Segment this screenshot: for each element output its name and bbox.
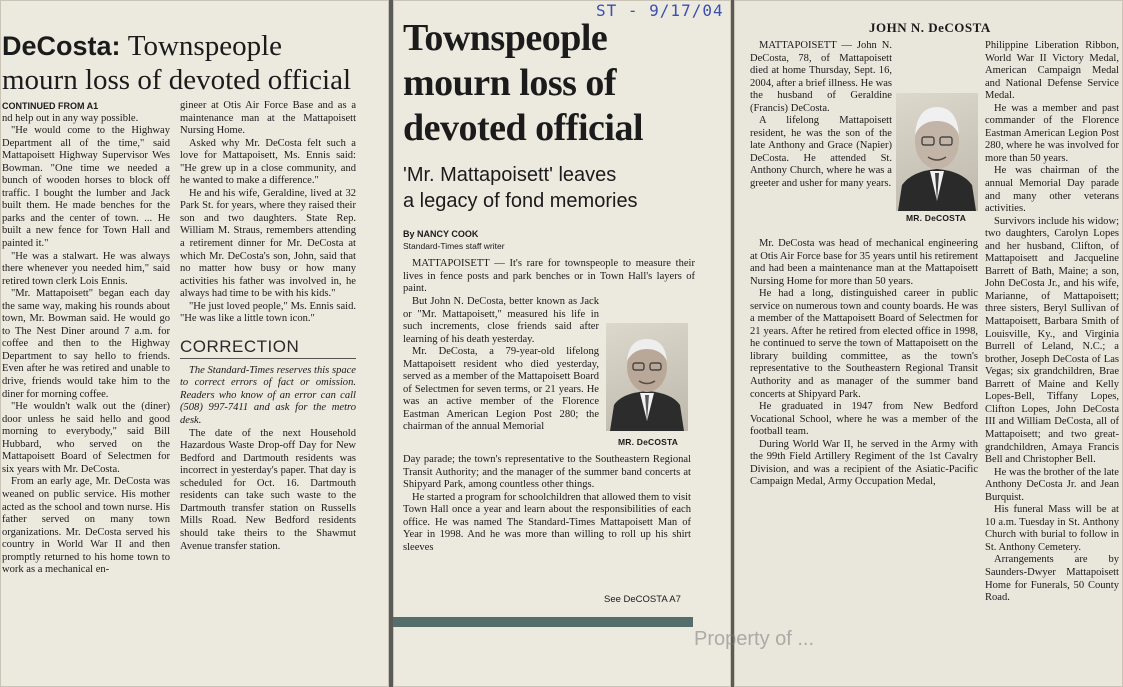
byline-role: Standard-Times staff writer: [403, 241, 505, 251]
paragraph: From an early age, Mr. DeCosta was weaned on public service. His mother acted as the school and town nurse. His father served on many town organizations. Mr. DeCosta served his country in World War II and then promptly returned to his home town to work as a mechanical en-: [2, 476, 170, 576]
paragraph: He was the brother of the late Anthony DeCosta Jr. and Jean Burquist.: [985, 466, 1119, 503]
left-headline-line2: mourn loss of devoted official: [2, 64, 352, 96]
headline-line: Townspeople: [403, 17, 608, 59]
right-clipping: [734, 0, 1123, 687]
paragraph: His funeral Mass will be at 10 a.m. Tuesday in St. Anthony Church with burial to follow in St. Anthony Cemetery.: [985, 504, 1119, 553]
paragraph: He started a program for schoolchildren that allowed them to visit Town Hall once a year and learn about the responsibilities of each office. He was named The Standard-Times Mattapoisett Man of Year in 1998. And he was more than willing to roll up his shirt sleeves: [403, 491, 691, 553]
left-headline: [2, 30, 282, 62]
correction-body: The date of the next Household Hazardous Waste Drop-off Day for New Bedford and Dartmouth residents was incorrect in yesterday's paper. That day is scheduled for Oct. 16. Dartmouth residents can take such waste to the Dartmouth transfer station on Russells Mills Road. New Bedford residents should take theirs to the Shawmut Avenue transfer station.: [180, 427, 356, 552]
paragraph: "He would come to the Highway Department all of the time," said Mattapoisett Highway Supervisor Wes Bowman. "One time we needed a bunch of wooden horses to block off traffic. I bought the lumber and Jack built them. He made benches for the parks and the center of town. ... He built a new fence for Town Hall and painted it.": [2, 125, 170, 250]
headline-line: devoted official: [403, 107, 644, 149]
watermark: Property of ...: [694, 628, 815, 650]
paragraph: A lifelong Mattapoisett resident, he was the son of the late Anthony and Grace (Napier) DeCosta. He attended St. Anthony Church, where he was a greeter and usher for many years.: [750, 115, 892, 190]
handwritten-date: ST - 9/17/04: [596, 1, 724, 20]
paragraph: He graduated in 1947 from New Bedford Vocational School, where he was a member of the football team.: [750, 401, 978, 438]
paragraph: He was chairman of the annual Memorial Day parade and many other veterans activities.: [985, 165, 1119, 215]
paragraph: Arrangements are by Saunders-Dwyer Mattapoisett Home for Funerals, 50 County Road.: [985, 554, 1119, 604]
portrait-photo: [606, 323, 688, 431]
middle-clipping: [393, 0, 731, 687]
obituary-portrait-figure: [896, 93, 978, 211]
obituary-column-1-top: [750, 40, 892, 191]
headline-line: mourn loss of: [403, 62, 617, 104]
paragraph: Survivors include his widow; two daughters, Carolyn Lopes and her husband, Clifton, of Mattapoisett and Jacqueline Barrett of Bath, Maine; a son, John DeCosta Jr., and his wife, Marianne, of Mattapoisett; three sisters, Beryl Sullivan of Mattapoisett, Barbara Smith of Louisville, Ky., and Virginia Burrell of Leland, N.C.; a brother, Joseph DeCosta of Las Vegas; six grandchildren, Brae Barrett of Maine and Kelly Lopes-Bell, Tiffany Lopes, Clifton Lopes, John DeCosta III and William DeCosta, all of Mattapoisett; and two great-grandchildren, Amaya Francis Bell and Christopher Bell.: [985, 215, 1119, 466]
paragraph: But John N. DeCosta, better known as Jack or "Mr. Mattapoisett," measured his life in such increments, close friends said after learning of his death yesterday.: [403, 296, 599, 345]
byline: By NANCY COOK: [403, 229, 479, 239]
paragraph: "He just loved people," Ms. Ennis said. "He was like a little town icon.": [180, 300, 356, 325]
paragraph: MATTAPOISETT — It's rare for townspeople to measure their lives in fence posts and park benches or in Town Hall's layers of paint.: [403, 258, 695, 295]
paragraph: Mr. DeCosta was head of mechanical engineering at Otis Air Force base for 35 years until his retirement and had been a maintenance man at the Mattapoisett Nursing Home for more than 50 years.: [750, 238, 978, 287]
portrait-figure: [606, 323, 688, 431]
full-text: [403, 454, 691, 554]
paragraph: "He wouldn't walk out the (diner) door unless he said hello and good morning to everybody," said Bill Hubbard, who served on the Mattapoisett Board of Selectmen for six years with Mr. DeCosta.: [2, 401, 170, 475]
correction-title: CORRECTION: [180, 336, 356, 359]
paragraph: Philippine Liberation Ribbon, World War II Victory Medal, American Campaign Medal and National Defense Service Medal.: [985, 40, 1119, 102]
left-column-2: [180, 100, 356, 553]
obituary-column-1-rest: [750, 238, 978, 489]
paragraph: He had a long, distinguished career in public service on numerous town and county boards. He was a member of the Mattapoisett Board of Selectmen for 21 years. After he retired from elected office in 1998, he continued to serve the town of Mattapoisett on the library building committee, as the town's representative to the Southeastern Regional Transit Authority and as manager of the summer band concerts at Shipyard Park.: [750, 288, 978, 400]
photo-caption: MR. DeCOSTA: [618, 437, 679, 447]
paragraph: "Mr. Mattapoisett" began each day the same way, making his rounds about town, Mr. Bowman said. He would go to The Nest Diner around 7 a.m. for coffee and then to the Highway Department to say hello to friends. Even after he was retired and unable to drive, friends would take him to the diner for morning coffee.: [2, 288, 170, 400]
paragraph: nd help out in any way possible.: [2, 112, 139, 124]
paragraph: He and his wife, Geraldine, lived at 32 Park St. for years, where they raised their son and two daughters. State Rep. William M. Straus, remembers attending a retirement dinner for Mr. DeCosta at which Mr. DeCosta's son, John, said that no matter how busy or how many activities his father was involved in, he always had time to be with his kids.": [180, 187, 356, 300]
paragraph: MATTAPOISETT — John N. DeCosta, 78, of Mattapoisett died at home Thursday, Sept. 16, 2004, after a brief illness. He was the husband of Geraldine (Francis) DeCosta.: [750, 40, 892, 114]
subheadline-line: a legacy of fond memories: [403, 190, 638, 212]
left-headline-bold: DeCosta:: [2, 31, 121, 61]
subheadline-line: 'Mr. Mattapoisett' leaves: [403, 164, 617, 186]
paragraph: Asked why Mr. DeCosta felt such a love for Mattapoisett, Ms. Ennis said: "He grew up in a close community, and he wanted to make a difference.": [180, 137, 356, 187]
correction-notice: The Standard-Times reserves this space to correct errors of fact or omission. Readers who know of an error can call (508) 997-7411 and ask for the metro desk.: [180, 364, 356, 427]
obituary-photo: [896, 93, 978, 211]
continued-label: CONTINUED FROM A1: [2, 101, 99, 111]
subheadline: [403, 162, 638, 214]
paragraph: Day parade; the town's representative to the Southeastern Regional Transit Authority; and the manager of the summer band concerts at Shipyard Park, among countless other things.: [403, 454, 691, 491]
lead-paragraph: [403, 258, 695, 296]
paragraph: During World War II, he served in the Army with the 99th Field Artillery Regiment of the 1st Cavalry Division, and was a recipient of the Asiatic-Pacific Campaign Medal, Army Occupation Medal,: [750, 438, 978, 488]
left-column-1: [2, 100, 170, 577]
paragraph: Mr. DeCosta, a 79-year-old lifelong Mattapoisett resident who died yesterday, served as a member of the Mattapoisett Board of Selectmen for seven terms, or 21 years. He was an active member of the Florence Eastman American Legion Post 280; the chairman of the annual Memorial: [403, 346, 599, 433]
jump-line: See DeCOSTA A7: [604, 594, 681, 605]
obituary-header: JOHN N. DeCOSTA: [869, 20, 991, 35]
obituary-photo-caption: MR. DeCOSTA: [906, 213, 967, 223]
paragraph: gineer at Otis Air Force Base and as a maintenance man at the Mattapoisett Nursing Home.: [180, 100, 356, 137]
paragraph: He was a member and past commander of the Florence Eastman American Legion Post 280, where he was involved for more than 50 years.: [985, 102, 1119, 164]
paragraph: "He was a stalwart. He was always there whenever you needed him," said retired town clerk Lois Ennis.: [2, 250, 170, 287]
obituary-column-2: [985, 40, 1119, 605]
wrap-text: [403, 296, 599, 434]
headline: [403, 16, 643, 151]
divider-bar: [393, 617, 693, 627]
left-headline-rest: Townspeople: [127, 30, 282, 62]
left-clipping: [0, 0, 389, 687]
